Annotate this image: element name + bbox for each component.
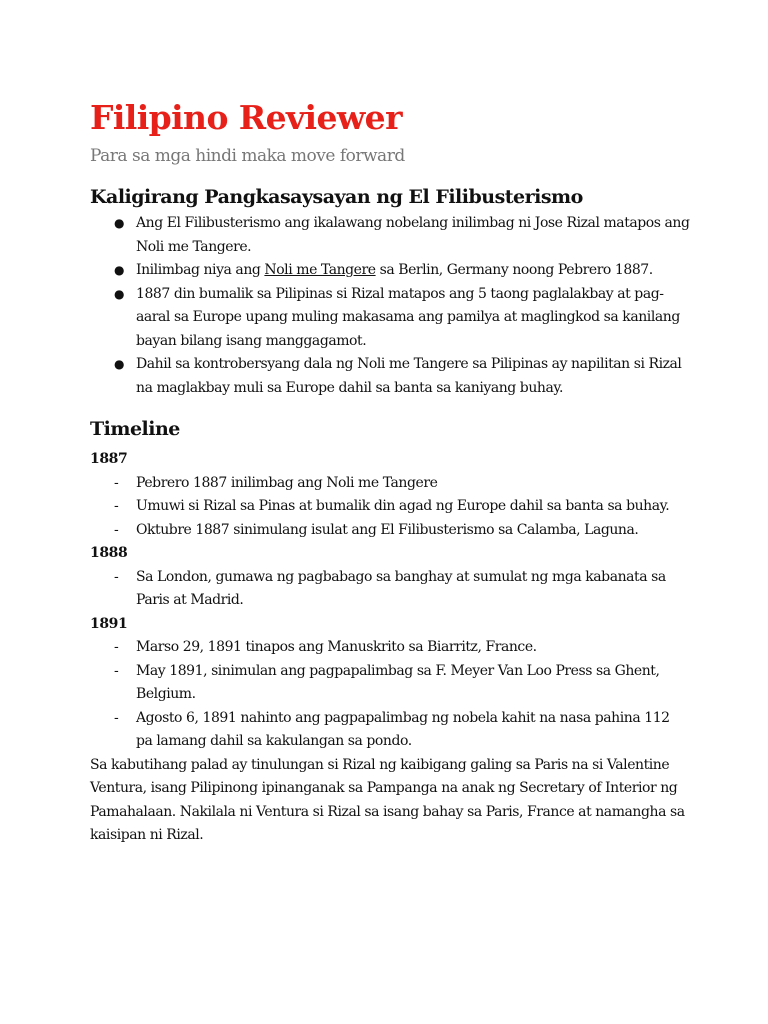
list-item	[90, 519, 690, 543]
dash-icon: -	[114, 498, 119, 514]
bullet-icon: ●	[114, 263, 125, 277]
list-item	[90, 353, 690, 400]
year-label-1888: 1888	[90, 545, 128, 561]
list-item	[90, 212, 690, 259]
document-page	[90, 96, 690, 848]
list-item-text: Agosto 6, 1891 nahinto ang pagpapalimbag ng nobela kahit na nasa pahina 112 pa lamang dahil sa kakulangan sa pondo.	[136, 709, 670, 749]
bullet-list	[90, 212, 690, 400]
list-item	[90, 566, 690, 613]
list-item-text: Oktubre 1887 sinimulang isulat ang El Filibusterismo sa Calamba, Laguna.	[136, 521, 639, 538]
dash-icon: -	[114, 662, 119, 679]
section-heading-timeline: Timeline	[90, 418, 180, 440]
timeline-list-1888	[90, 566, 690, 613]
list-item	[90, 707, 690, 754]
noli-me-tangere-link[interactable]: Noli me Tangere	[264, 262, 376, 278]
page-title: Filipino Reviewer	[90, 98, 402, 137]
bullet-icon: ●	[114, 286, 125, 301]
list-item-text: May 1891, sinimulan ang pagpapalimbag sa F. Meyer Van Loo Press sa Ghent, Belgium.	[136, 662, 660, 702]
list-item-text: Pebrero 1887 inilimbag ang Noli me Tangere	[136, 474, 438, 491]
list-item	[90, 660, 690, 707]
list-item-text-before: Inilimbag niya ang	[136, 262, 265, 278]
year-label-1891: 1891	[90, 615, 128, 632]
dash-icon: -	[114, 639, 119, 655]
list-item-text: Umuwi si Rizal sa Pinas at bumalik din agad ng Europe dahil sa banta sa buhay.	[136, 498, 670, 514]
timeline-list-1891	[90, 636, 690, 754]
list-item-text: Marso 29, 1891 tinapos ang Manuskrito sa Biarritz, France.	[136, 639, 537, 655]
page-subtitle: Para sa mga hindi maka move forward	[90, 146, 405, 166]
dash-icon: -	[114, 709, 119, 726]
list-item-text: 1887 din bumalik sa Pilipinas si Rizal matapos ang 5 taong paglalakbay at pag-aaral sa Europe upang muling makasama ang pamilya at maglingkod sa kanilang bayan bilang isang manggagamot.	[136, 285, 680, 349]
year-label-1887: 1887	[90, 451, 128, 467]
list-item-text: Dahil sa kontrobersyang dala ng Noli me Tangere sa Pilipinas ay napilitan si Rizal na maglakbay muli sa Europe dahil sa banta sa kaniyang buhay.	[136, 356, 682, 396]
dash-icon: -	[114, 521, 119, 538]
list-item	[90, 636, 690, 660]
bullet-icon: ●	[114, 216, 125, 230]
list-item-text: Ang El Filibusterismo ang ikalawang nobelang inilimbag ni Jose Rizal matapos ang Noli me Tangere.	[136, 215, 690, 255]
bullet-icon: ●	[114, 357, 125, 371]
dash-icon: -	[114, 474, 119, 491]
list-item	[90, 283, 690, 354]
closing-paragraph: Sa kabutihang palad ay tinulungan si Rizal ng kaibigang galing sa Paris na si Valentine Ventura, isang Pilipinong ipinanganak sa Pampanga na anak ng Secretary of Interior ng Pamahalaan. Nakilala ni Ventura si Rizal sa isang bahay sa Paris, France at namangha sa kaisipan ni Rizal.	[90, 756, 685, 843]
list-item	[90, 495, 690, 519]
list-item-text-after: sa Berlin, Germany noong Pebrero 1887.	[375, 262, 653, 278]
dash-icon: -	[114, 568, 119, 585]
list-item	[90, 472, 690, 496]
list-item-text: Sa London, gumawa ng pagbabago sa banghay at sumulat ng mga kabanata sa Paris at Madrid.	[136, 568, 666, 608]
timeline-list-1887	[90, 472, 690, 543]
list-item	[90, 259, 690, 283]
section-heading-kaligiran: Kaligirang Pangkasaysayan ng El Filibusterismo	[90, 186, 583, 208]
